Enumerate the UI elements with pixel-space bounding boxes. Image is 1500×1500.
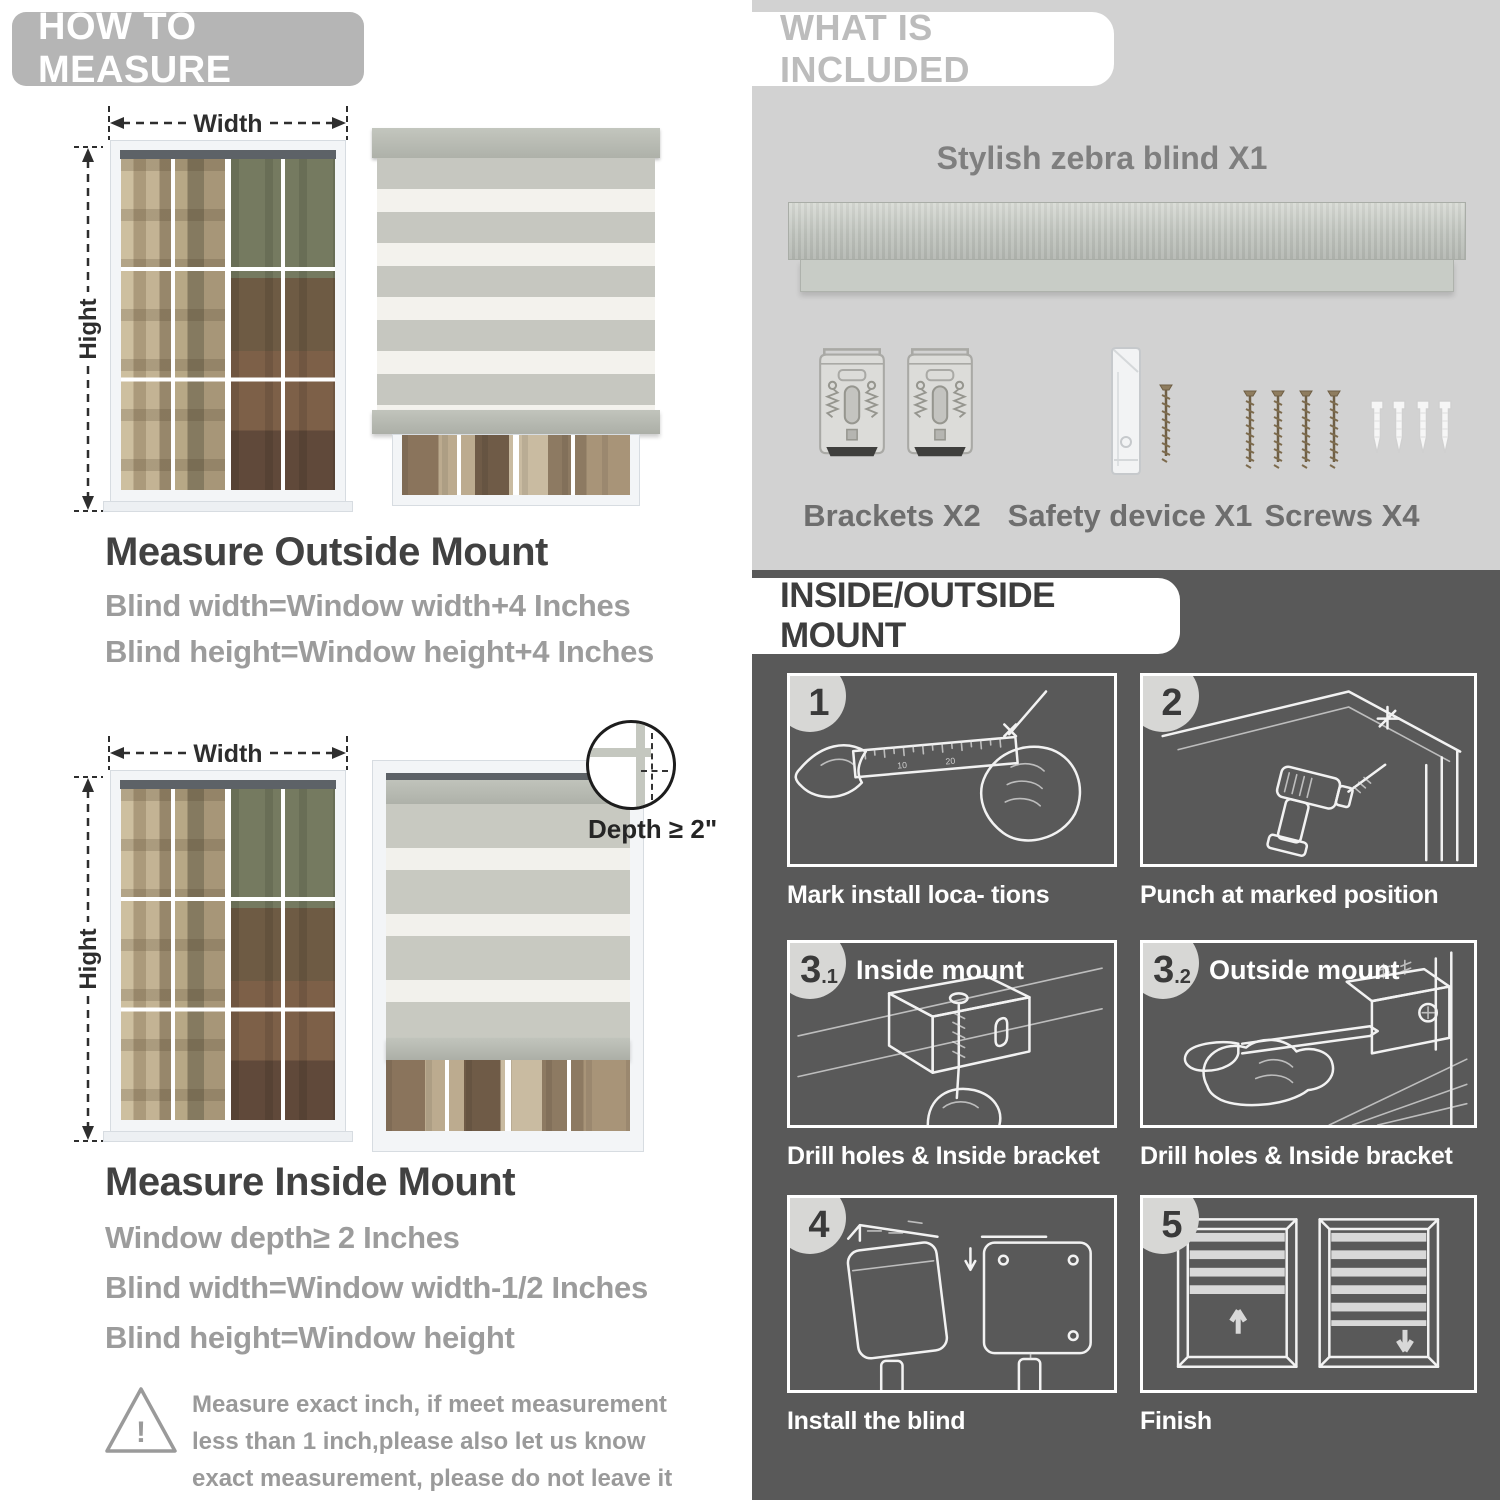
frame-edge xyxy=(636,723,645,807)
step-subnumber: .1 xyxy=(821,966,838,988)
step-panel-title: Outside mount xyxy=(1209,955,1400,985)
blind-headrail-lower-layer xyxy=(800,260,1454,292)
inside-mount-line3: Blind height=Window height xyxy=(105,1320,515,1355)
step-number: 3 xyxy=(1153,949,1175,991)
window-glass xyxy=(386,1060,630,1131)
step-3-1-panel xyxy=(787,940,1117,1128)
step-4-panel xyxy=(787,1195,1117,1393)
step-caption: Drill holes & Inside bracket xyxy=(1140,1142,1453,1170)
step-number: 5 xyxy=(1161,1204,1183,1246)
window-pane xyxy=(121,159,225,490)
outside-mount-line1: Blind width=Window width+4 Inches xyxy=(105,588,631,623)
step-1 xyxy=(787,673,1117,910)
how-to-measure-title: HOW TO MEASURE xyxy=(38,6,232,91)
safety-device-icon xyxy=(1104,340,1148,484)
product-label: Stylish zebra blind X1 xyxy=(936,140,1268,176)
screws-label: Screws X4 xyxy=(1264,498,1420,533)
height-arrow-label: Hight xyxy=(75,298,102,360)
window-pane xyxy=(231,789,335,1120)
step-2 xyxy=(1140,673,1477,910)
safety-device-label: Safety device X1 xyxy=(1007,498,1253,533)
what-is-included-section xyxy=(752,0,1500,570)
step-2-panel xyxy=(1140,673,1477,867)
blind-bottom-rail xyxy=(386,1038,630,1060)
warning-icon xyxy=(100,1382,182,1458)
window-frame xyxy=(110,140,346,502)
step-caption: Mark install loca- tions xyxy=(787,881,1050,909)
window-glass xyxy=(121,159,335,490)
blind-bottom-rail xyxy=(372,410,660,434)
step-4 xyxy=(787,1195,1117,1436)
svg-text:20: 20 xyxy=(945,755,956,767)
blind-stripes xyxy=(377,158,655,410)
brackets-label: Brackets X2 xyxy=(803,498,981,533)
warning-exclamation: ! xyxy=(136,1416,146,1449)
step-panel-title: Inside mount xyxy=(856,955,1024,985)
step-caption: Finish xyxy=(1140,1407,1212,1435)
inside-mount-line2: Blind width=Window width-1/2 Inches xyxy=(105,1270,648,1305)
window-illustration-outside xyxy=(110,140,346,512)
window-head-rail xyxy=(120,780,336,789)
mount-header xyxy=(752,578,1180,654)
width-arrow-label: Width xyxy=(193,110,263,138)
measurement-note: Measure exact inch, if meet measurement less than 1 inch,please also let us know exact measurement, please do not leave it xyxy=(192,1391,673,1493)
width-arrow xyxy=(106,104,350,142)
step-caption: Install the blind xyxy=(787,1407,966,1435)
depth-callout-circle xyxy=(586,720,676,810)
step-5 xyxy=(1140,1195,1477,1436)
frame-edge xyxy=(589,748,651,757)
outside-mount-line2: Blind height=Window height+4 Inches xyxy=(105,634,654,669)
mount-title: INSIDE/OUTSIDE MOUNT xyxy=(780,576,1055,655)
step-number: 2 xyxy=(1161,682,1183,724)
window-pane xyxy=(121,789,225,1120)
blind-headrail-image xyxy=(788,202,1466,260)
step-3-2 xyxy=(1140,940,1477,1171)
width-arrow-label: Width xyxy=(193,740,263,768)
depth-label: Depth ≥ 2" xyxy=(588,814,718,844)
step-subnumber: .2 xyxy=(1174,966,1191,988)
step-caption: Punch at marked position xyxy=(1140,881,1439,909)
step-caption: Drill holes & Inside bracket xyxy=(787,1142,1100,1170)
step-number: 4 xyxy=(808,1204,830,1246)
height-arrow xyxy=(70,774,106,1144)
mount-instructions-section xyxy=(752,570,1500,1500)
step-3-2-panel xyxy=(1140,940,1477,1128)
step-number: 3 xyxy=(800,949,822,991)
window-head-rail xyxy=(120,150,336,159)
bracket-icon xyxy=(902,346,978,472)
window-under-blind xyxy=(392,434,640,506)
inside-mount-line1: Window depth≥ 2 Inches xyxy=(105,1220,460,1255)
height-arrow-label: Hight xyxy=(75,928,102,990)
window-glass xyxy=(402,435,630,495)
what-is-included-title: WHAT IS INCLUDED xyxy=(780,7,970,90)
window-sill xyxy=(103,1131,353,1142)
window-pane xyxy=(231,159,335,490)
window-illustration-inside xyxy=(110,770,346,1142)
step-number: 1 xyxy=(808,682,830,724)
what-is-included-header xyxy=(752,7,1114,90)
window-frame xyxy=(110,770,346,1132)
how-to-measure-header xyxy=(12,6,364,91)
bracket-icon xyxy=(814,346,890,472)
zebra-blind-outside-mount-illustration xyxy=(372,128,660,506)
inside-mount-title: Measure Inside Mount xyxy=(105,1160,516,1204)
width-arrow xyxy=(106,734,350,772)
step-1-panel xyxy=(787,673,1117,867)
step-3-1 xyxy=(787,940,1117,1171)
depth-dashed-line xyxy=(641,770,668,772)
height-arrow xyxy=(70,144,106,514)
screw-icon xyxy=(1158,382,1174,464)
svg-text:10: 10 xyxy=(896,759,908,771)
depth-dashed-line xyxy=(651,733,653,800)
blind-cassette xyxy=(372,128,660,158)
window-glass xyxy=(121,789,335,1120)
outside-mount-title: Measure Outside Mount xyxy=(105,530,548,574)
window-sill xyxy=(103,501,353,512)
screws-and-anchors-icon xyxy=(1238,388,1460,474)
step-5-panel xyxy=(1140,1195,1477,1393)
